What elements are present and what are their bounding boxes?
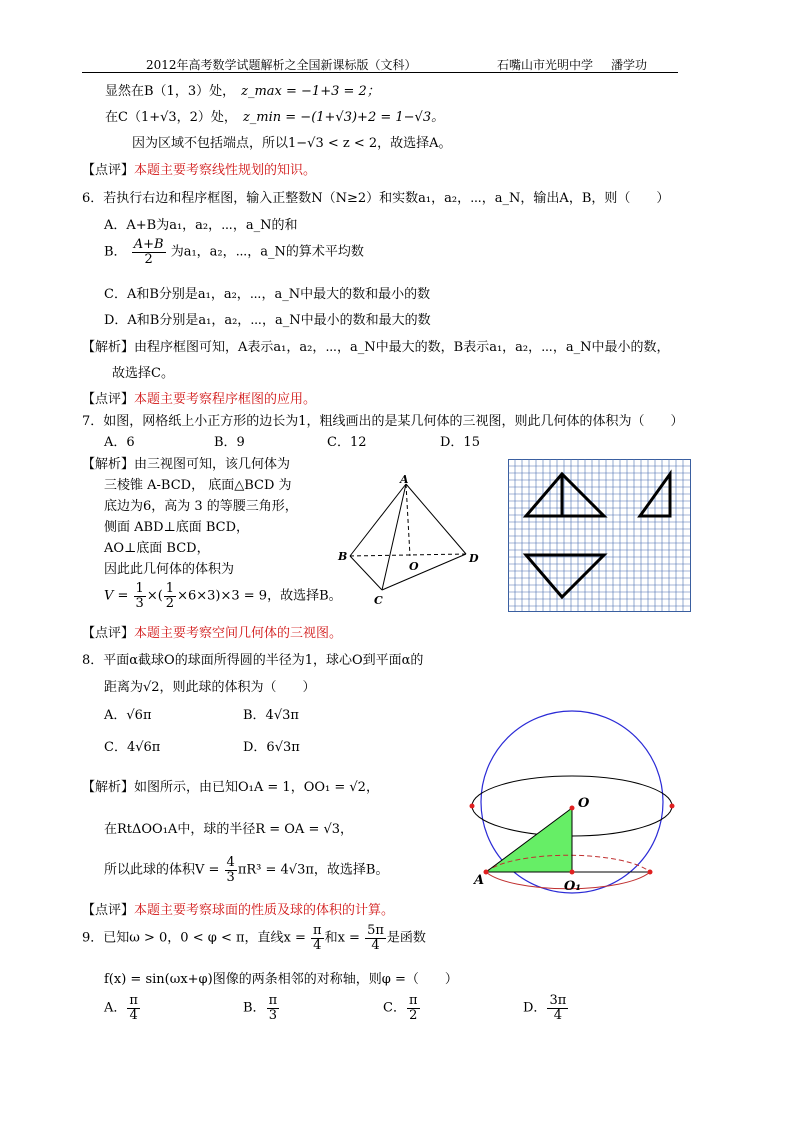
q8-option-b: B．4√3π [243, 708, 299, 723]
point-right [648, 870, 653, 875]
q7-analysis-line: 因此此几何体的体积为 [104, 562, 235, 577]
q5-line3: 因为区域不包括端点，所以1−√3 < z < 2，故选择A。 [132, 136, 452, 151]
q8-stem: 8．平面α截球O的球面所得圆的半径为1，球心O到平面α的 [82, 653, 424, 668]
q7-option-b: B．9 [214, 435, 245, 450]
q7-analysis-line: 底边为6，高为 3 的等腰三角形， [104, 499, 298, 514]
point-o1 [570, 870, 575, 875]
label-o: O [409, 560, 419, 573]
header-school: 石嘴山市光明中学 [497, 58, 594, 72]
header-author: 潘学功 [611, 58, 648, 72]
q6-option-c: C．A和B分别是a₁，a₂，⋯，a_N中最大的数和最小的数 [104, 287, 431, 302]
point-left-equator [470, 804, 475, 809]
label-a: A [400, 473, 409, 486]
q7-option-a: A．6 [104, 435, 135, 450]
q5-line2: 在C（1+√3，2）处， z_min = −(1+√3)+2 = 1−√3。 [105, 110, 445, 125]
q5-line1: 显然在B（1，3）处， z_max = −1+3 = 2； [105, 84, 380, 99]
q6-comment: 【点评】本题主要考察程序框图的应用。 [82, 392, 317, 407]
q7-option-d: D．15 [440, 435, 480, 450]
three-view-grid [508, 459, 691, 612]
q9-option-d: D． $\frac{3\pi}{4}$ [523, 993, 567, 1023]
q8-comment: 【点评】本题主要考察球面的性质及球的体积的计算。 [82, 903, 395, 918]
q9-option-a: A． $\frac{\pi}{4}$ [104, 993, 138, 1023]
q7-stem: 7．如图，网格纸上小正方形的边长为1，粗线画出的是某几何体的三视图，则此几何体的体积为（ ） [82, 414, 684, 429]
q8-analysis-2: 在RtΔOO₁A中，球的半径R = OA = √3， [104, 822, 354, 837]
q5-comment: 【点评】本题主要考察线性规划的知识。 [82, 163, 317, 178]
q9-stem-2: f(x) = sin(ωx+φ)图像的两条相邻的对称轴，则φ =（ ） [104, 972, 458, 987]
q8-analysis: 【解析】如图所示，由已知O₁A = 1，OO₁ = √2， [82, 780, 379, 795]
label-o1: O₁ [564, 879, 582, 894]
q6-option-a: A．A+B为a₁，a₂，⋯，a_N的和 [104, 218, 298, 233]
point-right-equator [670, 804, 675, 809]
point-o [570, 806, 575, 811]
q7-analysis-line: 三棱锥 A-BCD， 底面△BCD 为 [104, 478, 292, 493]
q7-analysis: 【解析】由三视图可知，该几何体为 [82, 457, 291, 472]
q7-analysis-line: 侧面 ABD⊥底面 BCD， [104, 520, 250, 535]
q9-option-c: C． $\frac{\pi}{2}$ [383, 993, 418, 1023]
q8-option-c: C．4√6π [104, 740, 161, 755]
label-b: B [338, 550, 348, 563]
q7-analysis-line: AO⊥底面 BCD， [104, 541, 210, 556]
q8-analysis-3: 所以此球的体积V = $\frac{4}{3}$ πR³ = 4√3π，故选择B。 [104, 855, 389, 885]
q8-option-d: D．6√3π [243, 740, 300, 755]
q6-analysis: 【解析】由程序框图可知，A表示a₁，a₂，⋯，a_N中最大的数，B表示a₁，a₂，⋯，a_N中最小的数， [82, 340, 670, 355]
header-rule [82, 72, 678, 73]
q9-option-b: B． $\frac{\pi}{3}$ [243, 993, 278, 1023]
q7-volume: V = $\frac{1}{3}$ ×( $\frac{1}{2}$ ×6×3)×3 = 9，故选择B。 [104, 581, 342, 611]
label-c: C [374, 594, 383, 607]
q8-option-a: A．√6π [104, 708, 152, 723]
point-a [484, 870, 489, 875]
label-o: O [578, 796, 590, 811]
q6-analysis-2: 故选择C。 [112, 366, 174, 381]
q7-comment: 【点评】本题主要考察空间几何体的三视图。 [82, 626, 343, 641]
sphere-figure [462, 706, 682, 896]
q6-option-d: D．A和B分别是a₁，a₂，⋯，a_N中最小的数和最大的数 [104, 313, 431, 328]
tetrahedron-figure [330, 470, 490, 610]
label-a: A [474, 873, 485, 888]
header-title: 2012年高考数学试题解析之全国新课标版（文科） [146, 58, 417, 72]
q9-stem: 9．已知ω > 0，0 < φ < π，直线x = $\frac{\pi}{4}$ 和x = $\frac{5\pi}{4}$ 是函数 [82, 923, 426, 953]
label-d: D [469, 552, 479, 565]
q8-stem-2: 距离为√2，则此球的体积为（ ） [104, 680, 316, 695]
q7-option-c: C．12 [327, 435, 367, 450]
q6-option-b: B． $\frac{A+B}{2}$ 为a₁，a₂，⋯，a_N的算术平均数 [104, 237, 364, 267]
q6-stem: 6．若执行右边和程序框图，输入正整数N（N≥2）和实数a₁，a₂，⋯，a_N，输出A，B，则（ ） [82, 191, 670, 206]
